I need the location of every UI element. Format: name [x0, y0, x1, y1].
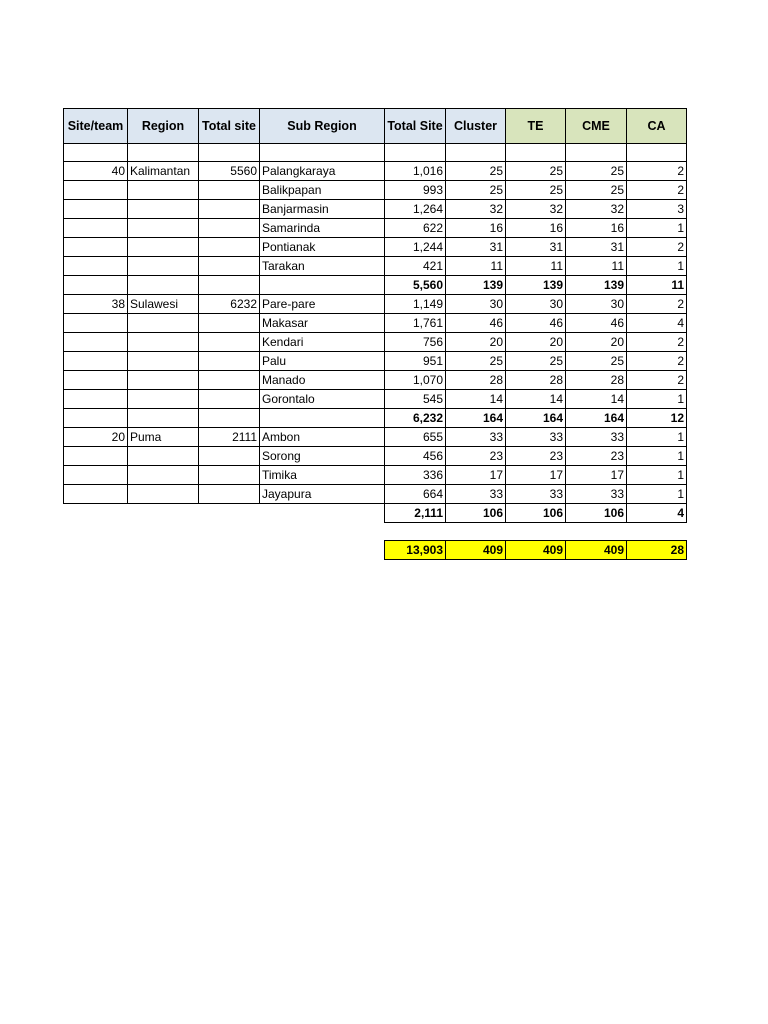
- cell-sub-region[interactable]: Balikpapan: [260, 181, 385, 200]
- cell-ca[interactable]: 2: [627, 333, 687, 352]
- cell-site-team[interactable]: [64, 144, 128, 162]
- cell-site-team[interactable]: [64, 409, 128, 428]
- header-te[interactable]: TE: [506, 109, 566, 144]
- cell-te[interactable]: 30: [506, 295, 566, 314]
- cell-cme[interactable]: 28: [566, 371, 627, 390]
- cell-site-team[interactable]: [64, 352, 128, 371]
- cell-ca[interactable]: 4: [627, 504, 687, 523]
- cell-region[interactable]: [128, 371, 199, 390]
- table-row: [64, 257, 687, 276]
- header-ca[interactable]: CA: [627, 109, 687, 144]
- table-row: [64, 219, 687, 238]
- cell-ca[interactable]: 1: [627, 219, 687, 238]
- cell-region[interactable]: [128, 257, 199, 276]
- table-row: [64, 466, 687, 485]
- cell-cme[interactable]: [566, 144, 627, 162]
- cell-total-site-sub[interactable]: 756: [385, 333, 446, 352]
- cell-ca[interactable]: 2: [627, 371, 687, 390]
- cell-region[interactable]: [128, 333, 199, 352]
- cell-region[interactable]: [128, 352, 199, 371]
- cell-total-site-sub[interactable]: 1,149: [385, 295, 446, 314]
- cell-cluster[interactable]: 16: [446, 219, 506, 238]
- cell-sub-region[interactable]: Gorontalo: [260, 390, 385, 409]
- cell-total-site[interactable]: [199, 238, 260, 257]
- table-row: [64, 428, 687, 447]
- cell-total-site[interactable]: 5560: [199, 162, 260, 181]
- spacer-cell: [506, 523, 566, 541]
- table-row: [64, 144, 687, 162]
- cell-total-site[interactable]: [199, 409, 260, 428]
- cell-total-site-sub[interactable]: 1,016: [385, 162, 446, 181]
- cell-sub-region[interactable]: Ambon: [260, 428, 385, 447]
- grand-total-cluster[interactable]: 409: [446, 541, 506, 560]
- cell-cme[interactable]: 23: [566, 447, 627, 466]
- cell-cme[interactable]: 25: [566, 162, 627, 181]
- cell-te[interactable]: 23: [506, 447, 566, 466]
- cell-cme[interactable]: 14: [566, 390, 627, 409]
- cell-te[interactable]: 17: [506, 466, 566, 485]
- cell-ca[interactable]: 2: [627, 181, 687, 200]
- header-cme[interactable]: CME: [566, 109, 627, 144]
- cell-cluster[interactable]: 139: [446, 276, 506, 295]
- cell-te[interactable]: 25: [506, 352, 566, 371]
- cell-total-site-sub[interactable]: 622: [385, 219, 446, 238]
- cell-total-site-sub[interactable]: 1,070: [385, 371, 446, 390]
- cell-sub-region[interactable]: Banjarmasin: [260, 200, 385, 219]
- cell-te[interactable]: 31: [506, 238, 566, 257]
- cell-total-site[interactable]: [199, 181, 260, 200]
- cell-region[interactable]: [128, 219, 199, 238]
- spacer-cell: [260, 523, 385, 541]
- cell-cme[interactable]: 20: [566, 333, 627, 352]
- header-site-team[interactable]: Site/team: [64, 109, 128, 144]
- cell-total-site-sub[interactable]: 6,232: [385, 409, 446, 428]
- cell-sub-region[interactable]: Sorong: [260, 447, 385, 466]
- cell-sub-region[interactable]: Manado: [260, 371, 385, 390]
- cell-ca[interactable]: 4: [627, 314, 687, 333]
- cell-total-site[interactable]: [199, 314, 260, 333]
- cell-ca[interactable]: 2: [627, 352, 687, 371]
- cell-ca[interactable]: 2: [627, 162, 687, 181]
- cell-region[interactable]: [128, 466, 199, 485]
- cell-total-site[interactable]: [199, 276, 260, 295]
- cell-ca[interactable]: 12: [627, 409, 687, 428]
- cell-te[interactable]: 32: [506, 200, 566, 219]
- cell-total-site[interactable]: [199, 390, 260, 409]
- spacer-cell: [385, 523, 446, 541]
- cell-total-site[interactable]: [199, 485, 260, 504]
- table-row: [64, 295, 687, 314]
- cell-sub-region[interactable]: Tarakan: [260, 257, 385, 276]
- cell-cluster[interactable]: 25: [446, 162, 506, 181]
- cell-cluster[interactable]: 32: [446, 200, 506, 219]
- cell-site-team[interactable]: [64, 447, 128, 466]
- cell-ca[interactable]: 2: [627, 238, 687, 257]
- cell-total-site[interactable]: [199, 144, 260, 162]
- grand-total-blank: [128, 541, 199, 560]
- cell-ca[interactable]: [627, 144, 687, 162]
- cell-region[interactable]: [128, 181, 199, 200]
- table-row: [64, 276, 687, 295]
- cell-cme[interactable]: 25: [566, 352, 627, 371]
- cell-te[interactable]: 20: [506, 333, 566, 352]
- cell-total-site[interactable]: [199, 466, 260, 485]
- grand-total-ca[interactable]: 28: [627, 541, 687, 560]
- cell-total-site-sub[interactable]: 1,761: [385, 314, 446, 333]
- cell-total-site-sub[interactable]: 951: [385, 352, 446, 371]
- cell-total-site[interactable]: [199, 371, 260, 390]
- cell-sub-region[interactable]: Makasar: [260, 314, 385, 333]
- cell-cme[interactable]: 25: [566, 181, 627, 200]
- grand-total-row: [64, 541, 687, 560]
- cell-cluster[interactable]: 25: [446, 181, 506, 200]
- cell-te[interactable]: 11: [506, 257, 566, 276]
- cell-site-team[interactable]: [64, 333, 128, 352]
- cell-region[interactable]: [128, 144, 199, 162]
- cell-total-site-sub[interactable]: [385, 144, 446, 162]
- cell-te[interactable]: [506, 144, 566, 162]
- header-cluster[interactable]: Cluster: [446, 109, 506, 144]
- cell-site-team[interactable]: [64, 371, 128, 390]
- cell-total-site-sub[interactable]: 456: [385, 447, 446, 466]
- table-row: [64, 181, 687, 200]
- grand-total-blank: [199, 541, 260, 560]
- cell-cme[interactable]: 32: [566, 200, 627, 219]
- cell-cluster[interactable]: 17: [446, 466, 506, 485]
- grand-total-blank: [260, 541, 385, 560]
- cell-total-site-sub[interactable]: 421: [385, 257, 446, 276]
- spacer-cell: [128, 523, 199, 541]
- cell-total-site-sub[interactable]: 2,111: [385, 504, 446, 523]
- spacer-cell: [64, 523, 128, 541]
- cell-te[interactable]: 25: [506, 181, 566, 200]
- cell-cme[interactable]: 31: [566, 238, 627, 257]
- cell-site-team[interactable]: [64, 257, 128, 276]
- cell-total-site-sub[interactable]: 1,244: [385, 238, 446, 257]
- cell-region[interactable]: [128, 200, 199, 219]
- cell-total-site[interactable]: [199, 257, 260, 276]
- table-row: [64, 390, 687, 409]
- cell-total-site[interactable]: [199, 200, 260, 219]
- cell-te[interactable]: 164: [506, 409, 566, 428]
- cell-total-site-sub[interactable]: 664: [385, 485, 446, 504]
- cell-cme[interactable]: 139: [566, 276, 627, 295]
- cell-cme[interactable]: 46: [566, 314, 627, 333]
- cell-region[interactable]: [128, 504, 199, 523]
- cell-cluster[interactable]: [446, 144, 506, 162]
- cell-ca[interactable]: 1: [627, 257, 687, 276]
- grand-total-te[interactable]: 409: [506, 541, 566, 560]
- grand-total-total-site-sub[interactable]: 13,903: [385, 541, 446, 560]
- cell-site-team[interactable]: [64, 466, 128, 485]
- cell-region[interactable]: [128, 485, 199, 504]
- cell-te[interactable]: 106: [506, 504, 566, 523]
- cell-total-site-sub[interactable]: 1,264: [385, 200, 446, 219]
- cell-site-team[interactable]: [64, 276, 128, 295]
- cell-site-team[interactable]: [64, 504, 128, 523]
- cell-site-team[interactable]: 40: [64, 162, 128, 181]
- cell-sub-region[interactable]: Timika: [260, 466, 385, 485]
- cell-ca[interactable]: 1: [627, 466, 687, 485]
- cell-total-site-sub[interactable]: 545: [385, 390, 446, 409]
- cell-region[interactable]: [128, 409, 199, 428]
- header-total-site-sub[interactable]: Total Site: [385, 109, 446, 144]
- cell-cme[interactable]: 17: [566, 466, 627, 485]
- cell-site-team[interactable]: [64, 485, 128, 504]
- spacer-cell: [446, 523, 506, 541]
- cell-cluster[interactable]: 11: [446, 257, 506, 276]
- header-sub-region[interactable]: Sub Region: [260, 109, 385, 144]
- cell-cluster[interactable]: 14: [446, 390, 506, 409]
- cell-sub-region[interactable]: Samarinda: [260, 219, 385, 238]
- cell-site-team[interactable]: 20: [64, 428, 128, 447]
- cell-cluster[interactable]: 33: [446, 485, 506, 504]
- cell-sub-region[interactable]: Palangkaraya: [260, 162, 385, 181]
- table-row: [64, 352, 687, 371]
- cell-te[interactable]: 25: [506, 162, 566, 181]
- cell-total-site[interactable]: [199, 219, 260, 238]
- cell-sub-region[interactable]: [260, 409, 385, 428]
- cell-site-team[interactable]: [64, 314, 128, 333]
- cell-region[interactable]: [128, 390, 199, 409]
- cell-ca[interactable]: 2: [627, 295, 687, 314]
- cell-region[interactable]: Kalimantan: [128, 162, 199, 181]
- spacer-cell: [627, 523, 687, 541]
- cell-sub-region[interactable]: Pontianak: [260, 238, 385, 257]
- cell-cluster[interactable]: 31: [446, 238, 506, 257]
- cell-te[interactable]: 14: [506, 390, 566, 409]
- spacer-cell: [199, 523, 260, 541]
- cell-total-site-sub[interactable]: 993: [385, 181, 446, 200]
- cell-region[interactable]: [128, 447, 199, 466]
- cell-ca[interactable]: 1: [627, 390, 687, 409]
- cell-site-team[interactable]: [64, 390, 128, 409]
- cell-site-team[interactable]: [64, 200, 128, 219]
- cell-cme[interactable]: 30: [566, 295, 627, 314]
- cell-te[interactable]: 33: [506, 428, 566, 447]
- cell-ca[interactable]: 1: [627, 428, 687, 447]
- table-row: [64, 314, 687, 333]
- cell-sub-region[interactable]: [260, 504, 385, 523]
- cell-cme[interactable]: 33: [566, 485, 627, 504]
- cell-total-site[interactable]: [199, 447, 260, 466]
- cell-ca[interactable]: 3: [627, 200, 687, 219]
- cell-cluster[interactable]: 20: [446, 333, 506, 352]
- table-row: [64, 409, 687, 428]
- table-row: [64, 238, 687, 257]
- table-row: [64, 485, 687, 504]
- grand-total-blank: [64, 541, 128, 560]
- region-site-table: [63, 108, 687, 560]
- table-row: [64, 162, 687, 181]
- cell-ca[interactable]: 1: [627, 485, 687, 504]
- cell-te[interactable]: 139: [506, 276, 566, 295]
- cell-cluster[interactable]: 25: [446, 352, 506, 371]
- header-region[interactable]: Region: [128, 109, 199, 144]
- cell-total-site-sub[interactable]: 336: [385, 466, 446, 485]
- cell-total-site[interactable]: [199, 333, 260, 352]
- cell-total-site[interactable]: 2111: [199, 428, 260, 447]
- cell-sub-region[interactable]: Palu: [260, 352, 385, 371]
- cell-sub-region[interactable]: Pare-pare: [260, 295, 385, 314]
- cell-ca[interactable]: 1: [627, 447, 687, 466]
- cell-site-team[interactable]: [64, 181, 128, 200]
- cell-cme[interactable]: 11: [566, 257, 627, 276]
- cell-total-site[interactable]: [199, 504, 260, 523]
- cell-site-team[interactable]: [64, 238, 128, 257]
- cell-te[interactable]: 16: [506, 219, 566, 238]
- spacer-row: [64, 523, 687, 541]
- cell-cluster[interactable]: 23: [446, 447, 506, 466]
- cell-te[interactable]: 46: [506, 314, 566, 333]
- cell-total-site[interactable]: [199, 352, 260, 371]
- cell-cluster[interactable]: 46: [446, 314, 506, 333]
- header-total-site[interactable]: Total site: [199, 109, 260, 144]
- cell-cluster[interactable]: 164: [446, 409, 506, 428]
- cell-sub-region[interactable]: [260, 276, 385, 295]
- cell-cluster[interactable]: 106: [446, 504, 506, 523]
- cell-sub-region[interactable]: Jayapura: [260, 485, 385, 504]
- cell-te[interactable]: 33: [506, 485, 566, 504]
- cell-region[interactable]: [128, 314, 199, 333]
- table-row: [64, 200, 687, 219]
- cell-region[interactable]: [128, 238, 199, 257]
- table-row: [64, 447, 687, 466]
- cell-cme[interactable]: 16: [566, 219, 627, 238]
- cell-total-site[interactable]: 6232: [199, 295, 260, 314]
- cell-cluster[interactable]: 30: [446, 295, 506, 314]
- cell-total-site-sub[interactable]: 5,560: [385, 276, 446, 295]
- cell-site-team[interactable]: 38: [64, 295, 128, 314]
- cell-ca[interactable]: 11: [627, 276, 687, 295]
- cell-cme[interactable]: 164: [566, 409, 627, 428]
- cell-cluster[interactable]: 33: [446, 428, 506, 447]
- table-row: [64, 371, 687, 390]
- table-row: [64, 504, 687, 523]
- cell-region[interactable]: Sulawesi: [128, 295, 199, 314]
- grand-total-cme[interactable]: 409: [566, 541, 627, 560]
- cell-cme[interactable]: 106: [566, 504, 627, 523]
- cell-te[interactable]: 28: [506, 371, 566, 390]
- cell-cluster[interactable]: 28: [446, 371, 506, 390]
- header-row: [64, 109, 687, 144]
- cell-region[interactable]: [128, 276, 199, 295]
- cell-sub-region[interactable]: [260, 144, 385, 162]
- cell-sub-region[interactable]: Kendari: [260, 333, 385, 352]
- cell-site-team[interactable]: [64, 219, 128, 238]
- cell-cme[interactable]: 33: [566, 428, 627, 447]
- cell-region[interactable]: Puma: [128, 428, 199, 447]
- cell-total-site-sub[interactable]: 655: [385, 428, 446, 447]
- spacer-cell: [566, 523, 627, 541]
- table-row: [64, 333, 687, 352]
